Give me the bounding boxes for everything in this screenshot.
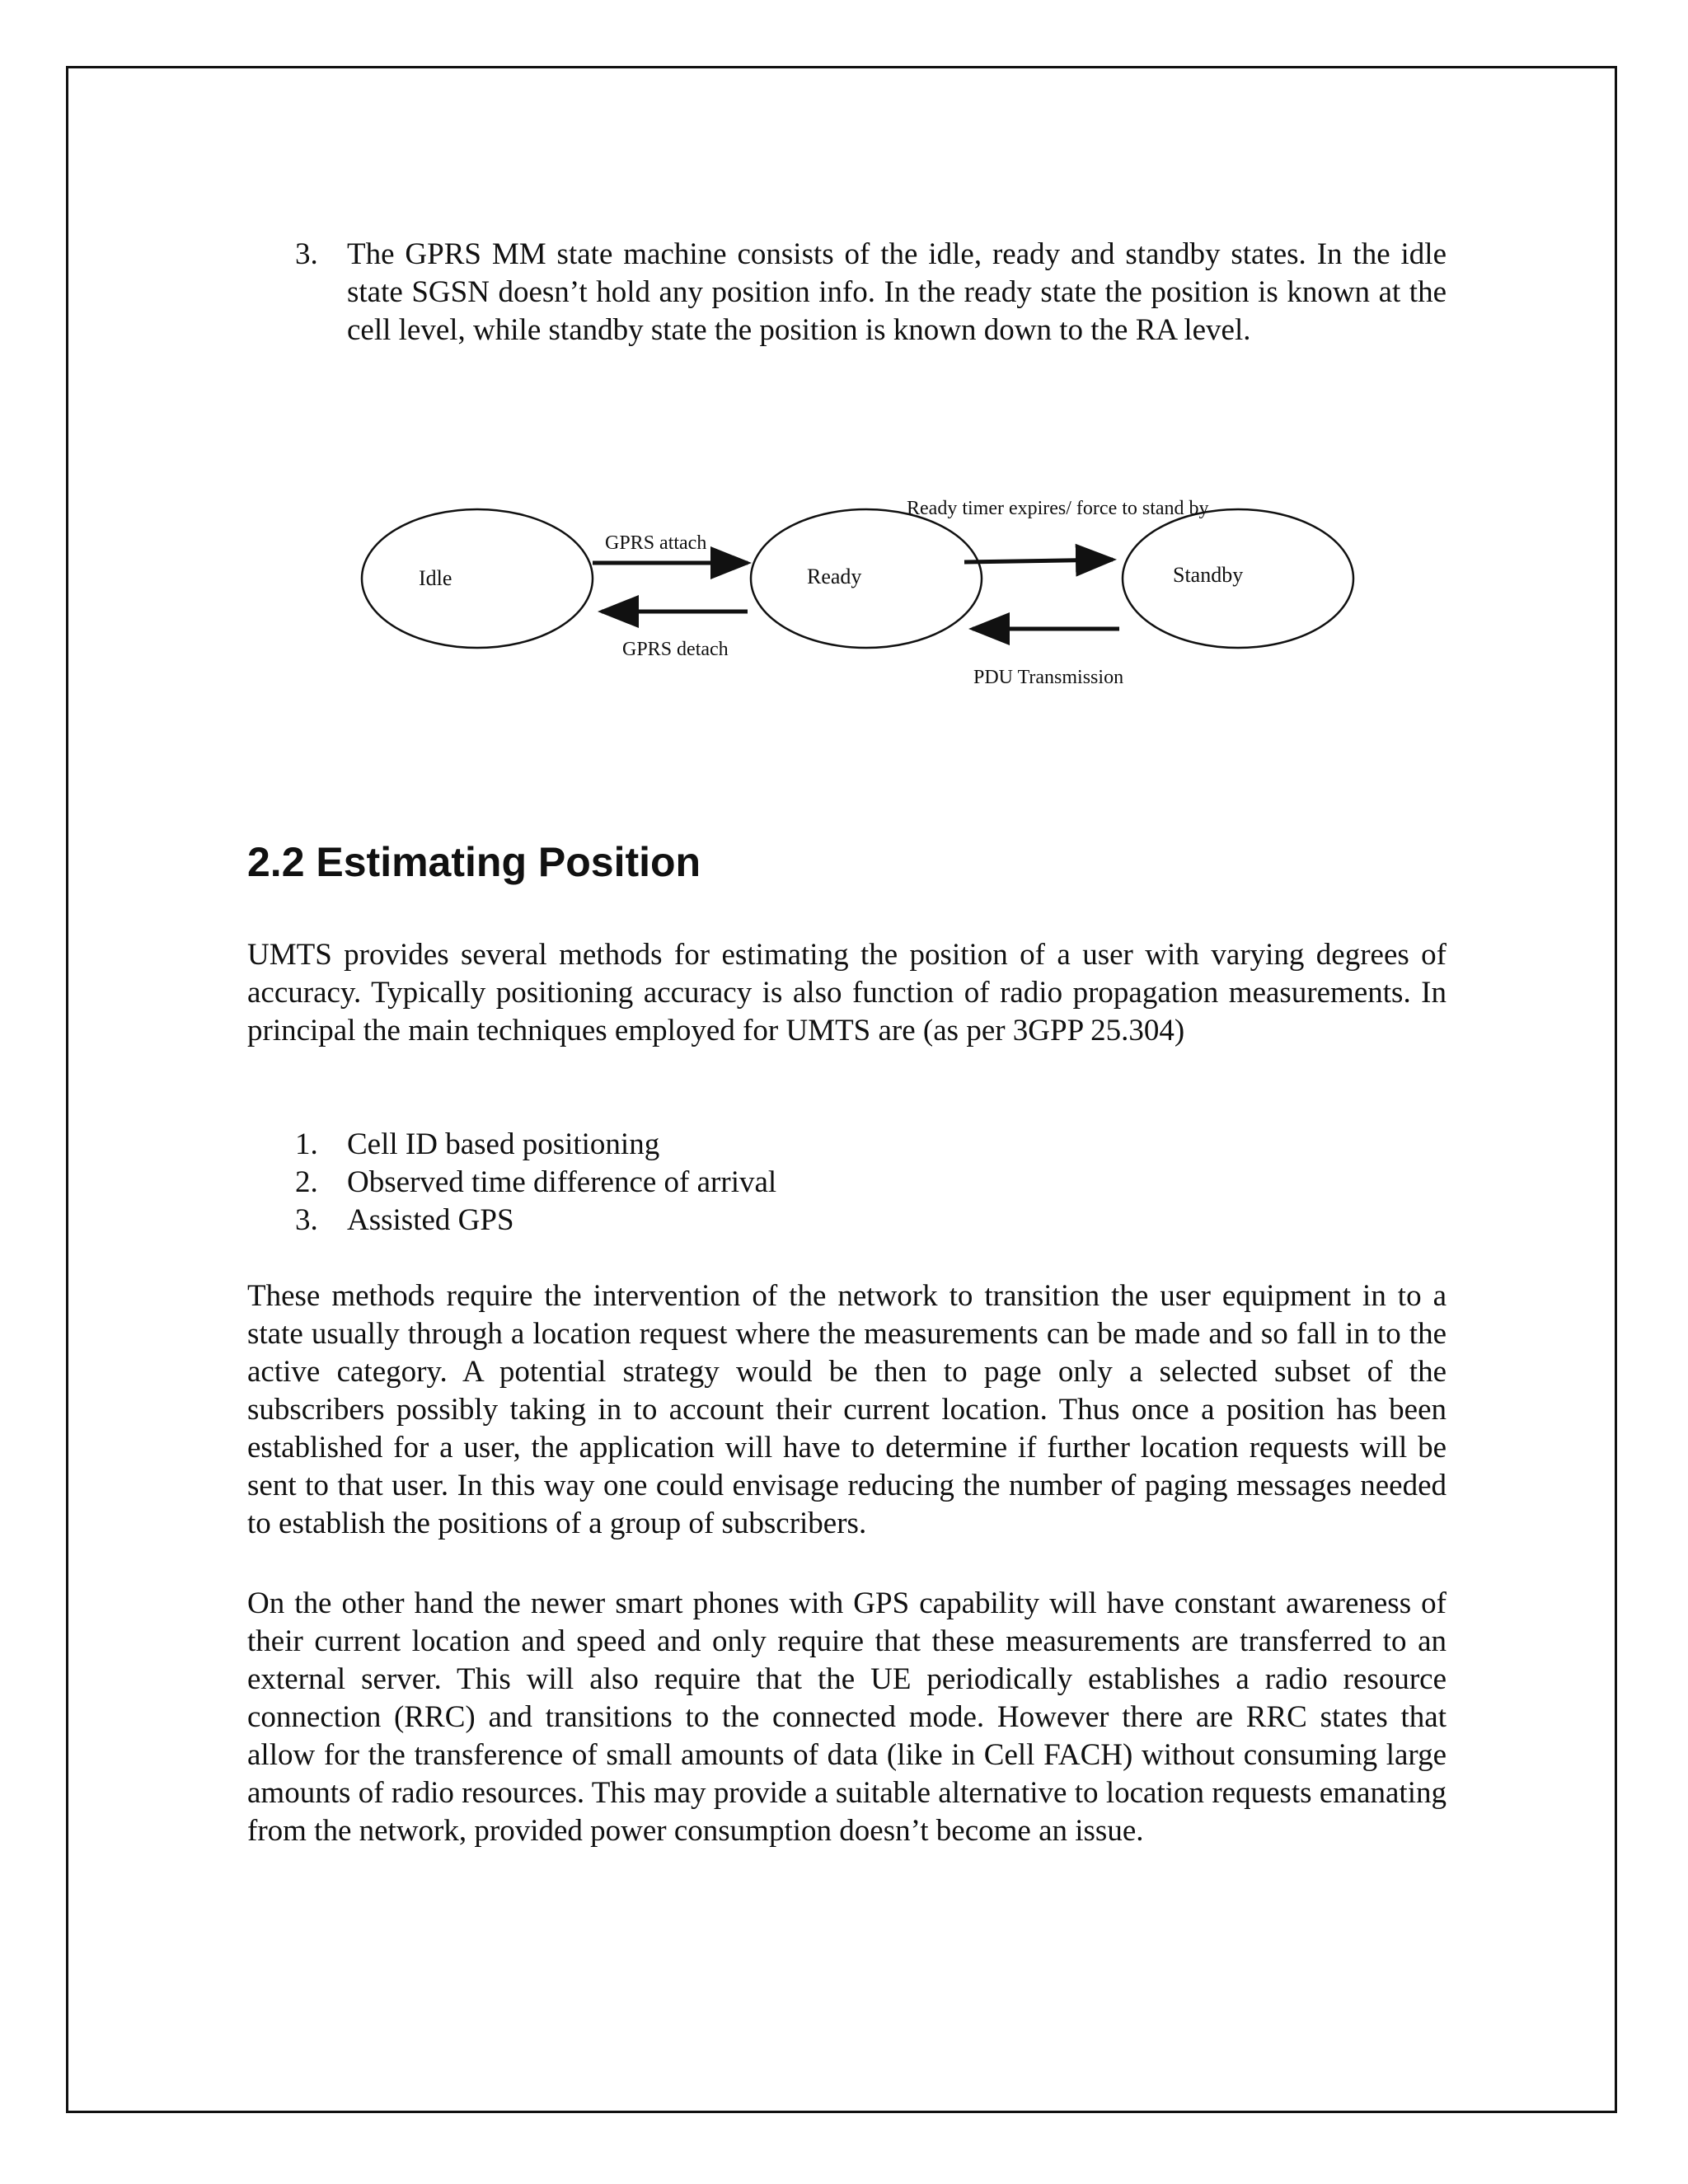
paragraph-3: On the other hand the newer smart phones with GPS capability will have constant awareness of their current location and speed and only require that these measurements are transferred to an external server. This will also require that the UE periodically establishes a radio resource connection (RRC) and transitions to the connected mode. However there are RRC states that allow for the transference of small amounts of data (like in Cell FACH) without consuming large amounts of radio resources. This may provide a suitable alternative to location requests emanating from the network, provided power consumption doesn’t become an issue. [247,1586,1447,1848]
list-number: 1. [295,1127,318,1161]
paragraph-2: These methods require the intervention of the network to transition the user equipment in to a state usually through a location request where the measurements can be made and so fall in to the active category. A potential strategy would be then to page only a selected subset of the subscribers possibly taking in to account their current location. Thus once a position has been established for a user, the application will have to determine if further location requests will be sent to that user. In this way one could envisage reducing the number of paging messages needed to establish the positions of a group of subscribers. [247,1279,1447,1540]
ready-timer-label: Ready timer expires/ force to stand by [907,498,1209,519]
list-number: 2. [295,1165,318,1199]
gprs-attach-label: GPRS attach [605,532,707,554]
ready-timer-arrow [964,560,1113,562]
idle-state-node [362,509,593,648]
standby-state-label: Standby [1173,563,1244,587]
ready-state-node [751,509,982,648]
paragraph-1: UMTS provides several methods for estimating the position of a user with varying degrees of accuracy. Typically positioning accuracy is also function of radio propagation measurements. In principal the main techniques employed for UMTS are (as per 3GPP 25.304) [247,938,1447,1047]
list-item-text: The GPRS MM state machine consists of the idle, ready and standby states. In the idle state SGSN doesn’t hold any position info. In the ready state the position is known at the cell level, while standby state the position is known down to the RA level. [347,237,1447,347]
gprs-state-diagram [0,0,1688,742]
ready-state-label: Ready [807,565,862,588]
list-item-text: Assisted GPS [347,1203,514,1237]
list-item [295,1164,776,1202]
list-item-text: Observed time difference of arrival [347,1165,777,1199]
list-item [295,1126,776,1164]
pdu-transmission-label: PDU Transmission [973,667,1124,688]
section-heading: 2.2 Estimating Position [247,839,701,885]
methods-list [295,1126,776,1240]
list-item-text: Cell ID based positioning [347,1127,660,1161]
list-number: 3. [295,237,318,271]
list-number: 3. [295,1203,318,1237]
list-item [295,1202,776,1240]
idle-state-label: Idle [419,566,452,590]
gprs-detach-label: GPRS detach [622,639,729,660]
